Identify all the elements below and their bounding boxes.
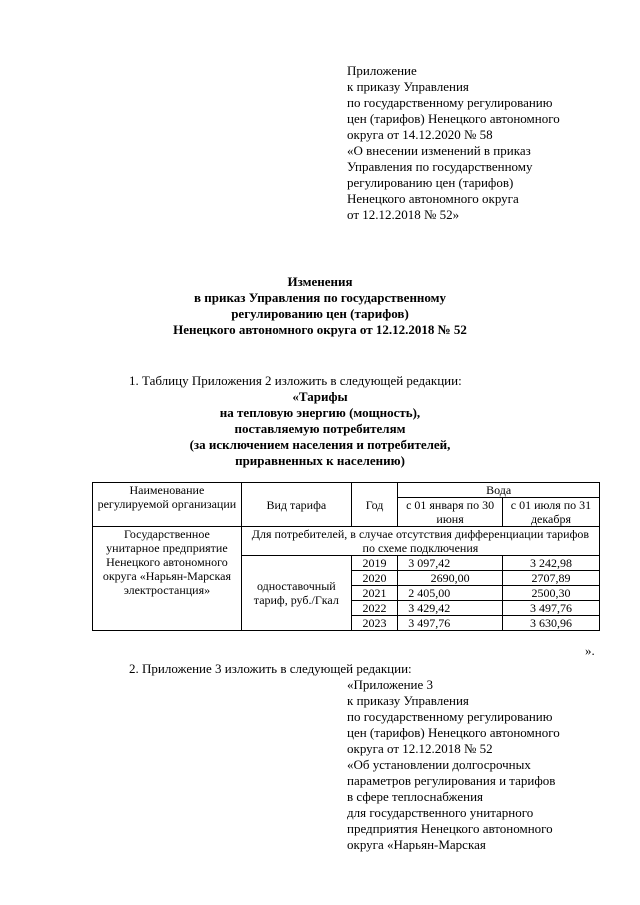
appendix3-line: параметров регулирования и тарифов bbox=[347, 773, 556, 788]
jul-value: 2500,30 bbox=[502, 586, 599, 601]
consumer-note: Для потребителей, в случае отсутствия дифференциации тарифов по схеме подключения bbox=[241, 527, 599, 556]
header-line: Приложение bbox=[347, 63, 417, 78]
appendix3-line: в сфере теплоснабжения bbox=[347, 789, 484, 804]
jan-value: 3 497,76 bbox=[398, 616, 503, 631]
appendix3-line: «Об установлении долгосрочных bbox=[347, 757, 531, 772]
jul-value: 3 630,96 bbox=[502, 616, 599, 631]
header-org: Наименование регулируемой организации bbox=[93, 483, 242, 527]
title-line: Изменения bbox=[287, 274, 353, 289]
appendix3-line: для государственного унитарного bbox=[347, 805, 534, 820]
item-1-text: 1. Таблицу Приложения 2 изложить в следующей редакции: bbox=[129, 373, 462, 388]
tariffs-title-line: приравненных к населению) bbox=[235, 453, 405, 468]
appendix3-line: «Приложение 3 bbox=[347, 677, 434, 692]
header-line: Управления по государственному bbox=[347, 159, 533, 174]
header-line: регулированию цен (тарифов) bbox=[347, 175, 514, 190]
tariffs-title-line: «Тарифы bbox=[292, 389, 348, 404]
header-water: Вода bbox=[398, 483, 600, 498]
jan-value: 3 429,42 bbox=[398, 601, 503, 616]
year-cell: 2019 bbox=[351, 556, 397, 571]
closing-quote: ». bbox=[585, 643, 595, 658]
year-cell: 2021 bbox=[351, 586, 397, 601]
tariff-type: одноставочный тариф, руб./Гкал bbox=[241, 556, 351, 631]
tariffs-title-line: (за исключением населения и потребителей, bbox=[189, 437, 451, 452]
jan-value: 2 405,00 bbox=[398, 586, 503, 601]
jan-value: 3 097,42 bbox=[398, 556, 503, 571]
title-line: регулированию цен (тарифов) bbox=[231, 306, 409, 321]
item-2-text: 2. Приложение 3 изложить в следующей редакции: bbox=[129, 661, 412, 676]
appendix3-line: округа от 12.12.2018 № 52 bbox=[347, 741, 493, 756]
header-line: округа от 14.12.2020 № 58 bbox=[347, 127, 493, 142]
header-jan: с 01 января по 30 июня bbox=[398, 498, 503, 527]
tariffs-title-line: на тепловую энергию (мощность), bbox=[219, 405, 421, 420]
header-type: Вид тарифа bbox=[241, 483, 351, 527]
appendix3-line: предприятия Ненецкого автономного bbox=[347, 821, 553, 836]
appendix3-line: округа «Нарьян-Марская bbox=[347, 837, 486, 852]
header-line: Ненецкого автономного округа bbox=[347, 191, 519, 206]
tariff-table bbox=[92, 482, 600, 631]
title-line: в приказ Управления по государственному bbox=[193, 290, 447, 305]
jul-value: 2707,89 bbox=[502, 571, 599, 586]
header-line: «О внесении изменений в приказ bbox=[347, 143, 531, 158]
year-cell: 2020 bbox=[351, 571, 397, 586]
header-line: цен (тарифов) Ненецкого автономного bbox=[347, 111, 560, 126]
header-line: к приказу Управления bbox=[347, 79, 469, 94]
appendix3-line: цен (тарифов) Ненецкого автономного bbox=[347, 725, 560, 740]
appendix3-line: по государственному регулированию bbox=[347, 709, 553, 724]
jan-value: 2690,00 bbox=[398, 571, 503, 586]
header-line: от 12.12.2018 № 52» bbox=[347, 207, 460, 222]
jul-value: 3 242,98 bbox=[502, 556, 599, 571]
header-line: по государственному регулированию bbox=[347, 95, 553, 110]
header-year: Год bbox=[351, 483, 397, 527]
year-cell: 2023 bbox=[351, 616, 397, 631]
header-jul: с 01 июля по 31 декабря bbox=[502, 498, 599, 527]
title-line: Ненецкого автономного округа от 12.12.2018 № 52 bbox=[173, 322, 467, 337]
org-name: Государственное унитарное предприятие Ненецкого автономного округа «Нарьян-Марская электростанция» bbox=[93, 527, 242, 631]
appendix3-line: к приказу Управления bbox=[347, 693, 469, 708]
year-cell: 2022 bbox=[351, 601, 397, 616]
jul-value: 3 497,76 bbox=[502, 601, 599, 616]
tariffs-title-line: поставляемую потребителям bbox=[234, 421, 406, 436]
